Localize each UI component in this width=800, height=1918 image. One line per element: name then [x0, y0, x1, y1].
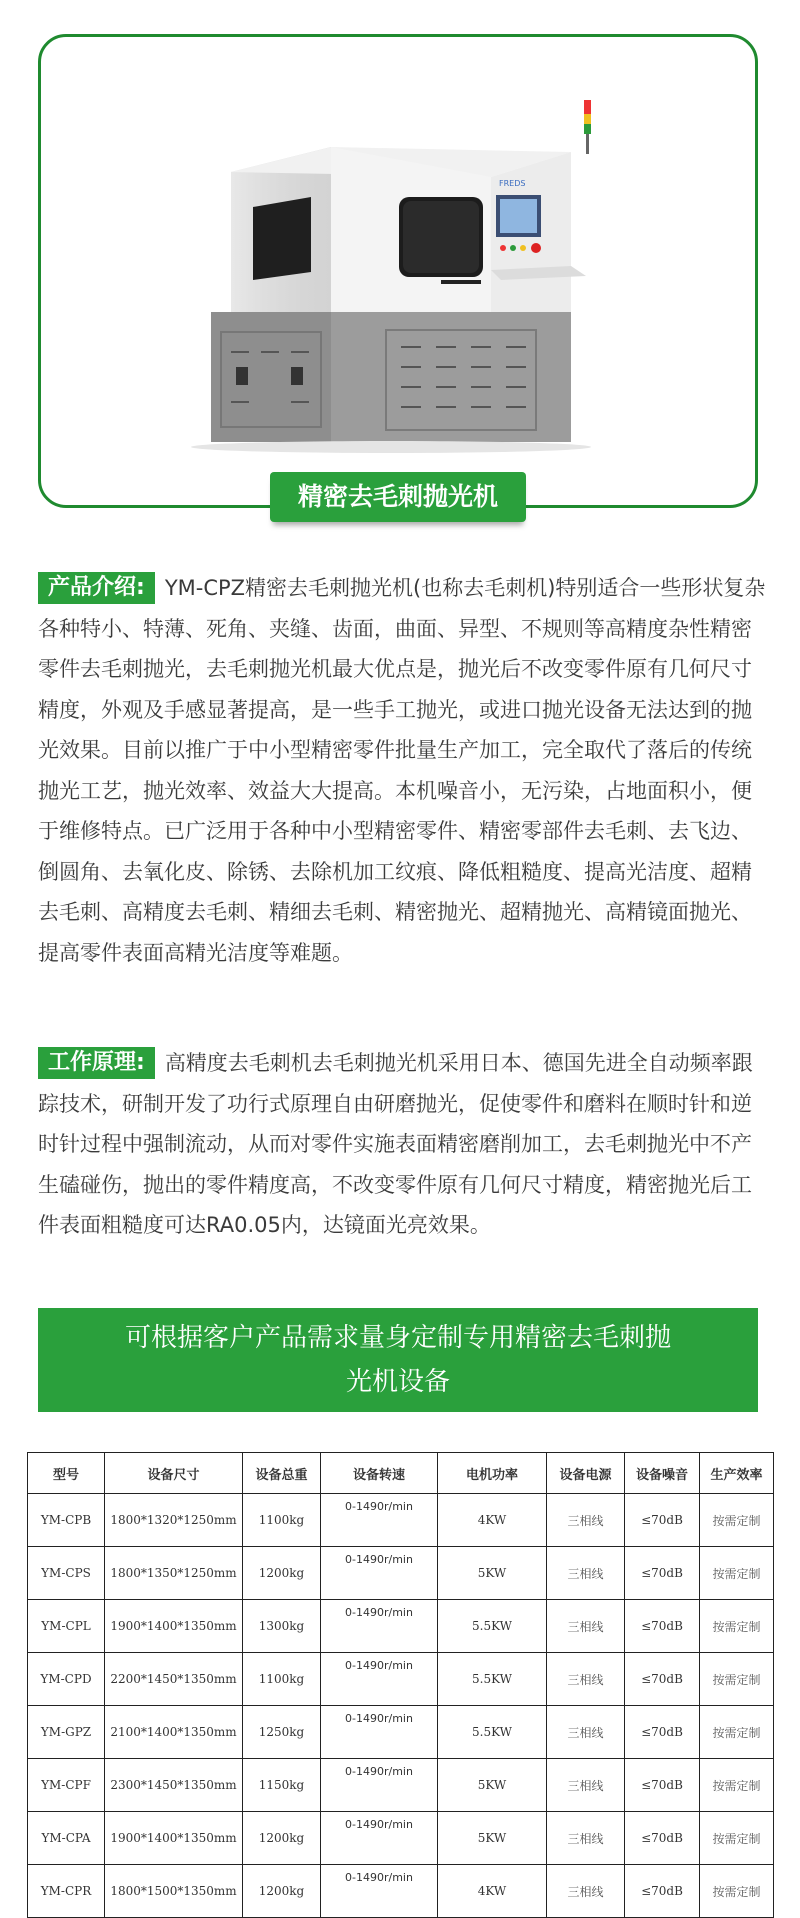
cell-weight: 1200kg — [243, 1547, 321, 1600]
table-row — [28, 1759, 774, 1812]
header-size: 设备尺寸 — [105, 1453, 243, 1494]
cell-weight: 1250kg — [243, 1706, 321, 1759]
intro-text: YM-CPZ精密去毛刺抛光机(也称去毛刺机)特别适合一些形状复杂各种特小、特薄、死角、夹缝、齿面，曲面、异型、不规则等高精度杂性精密零件去毛刺抛光，去毛刺抛光机最大优点是，抛光后不改变零件原有几何尺寸精度，外观及手感显著提高，是一些手工抛光，或进口抛光设备无法达到的抛光效果。目前以推广于中小型精密零件批量生产加工，完全取代了落后的传统抛光工艺，抛光效率、效益大大提高。本机噪音小，无污染，占地面积小，便于维修特点。已广泛用于各种中小型精密零件、精密零部件去毛刺、去飞边、倒圆角、去氧化皮、除锈、去除机加工纹痕、降低粗糙度、提高光洁度、超精去毛刺、高精度去毛刺、精细去毛刺、精密抛光、超精抛光、高精镜面抛光、提高零件表面高精光洁度等难题。 — [38, 576, 766, 965]
cell-weight: 1300kg — [243, 1600, 321, 1653]
header-weight: 设备总重 — [243, 1453, 321, 1494]
cell-noise: ≤70dB — [625, 1547, 700, 1600]
cell-efficiency: 按需定制 — [700, 1600, 774, 1653]
cell-efficiency: 按需定制 — [700, 1759, 774, 1812]
cell-supply: 三相线 — [547, 1653, 625, 1706]
cell-size: 1800*1320*1250mm — [105, 1494, 243, 1547]
cell-efficiency: 按需定制 — [700, 1865, 774, 1918]
cell-power: 5KW — [438, 1759, 547, 1812]
cell-weight: 1100kg — [243, 1494, 321, 1547]
cell-noise: ≤70dB — [625, 1494, 700, 1547]
brand-logo-text: FREDS — [499, 179, 526, 188]
cell-weight: 1100kg — [243, 1653, 321, 1706]
header-supply: 设备电源 — [547, 1453, 625, 1494]
cell-noise: ≤70dB — [625, 1600, 700, 1653]
cell-speed: 0-1490r/min — [321, 1547, 438, 1600]
cell-power: 4KW — [438, 1865, 547, 1918]
cell-speed: 0-1490r/min — [321, 1706, 438, 1759]
cell-size: 1800*1350*1250mm — [105, 1547, 243, 1600]
cell-model: YM-CPS — [28, 1547, 105, 1600]
cell-power: 4KW — [438, 1494, 547, 1547]
principle-text: 高精度去毛刺机去毛刺抛光机采用日本、德国先进全自动频率跟踪技术，研制开发了功行式原理自由研磨抛光，促使零件和磨料在顺时针和逆时针过程中强制流动，从而对零件实施表面精密磨削加工，去毛刺抛光中不产生磕碰伤，抛出的零件精度高，不改变零件原有几何尺寸精度，精密抛光后工件表面粗糙度可达RA0.05内，达镜面光亮效果。 — [38, 1051, 753, 1237]
cell-size: 1800*1500*1350mm — [105, 1865, 243, 1918]
table-row — [28, 1706, 774, 1759]
cell-power: 5KW — [438, 1812, 547, 1865]
cell-speed: 0-1490r/min — [321, 1600, 438, 1653]
cell-size: 1900*1400*1350mm — [105, 1812, 243, 1865]
cell-speed: 0-1490r/min — [321, 1759, 438, 1812]
header-power: 电机功率 — [438, 1453, 547, 1494]
table-row — [28, 1865, 774, 1918]
header-efficiency: 生产效率 — [700, 1453, 774, 1494]
product-hero-card — [38, 34, 758, 508]
cell-supply: 三相线 — [547, 1865, 625, 1918]
polishing-machine-image — [191, 62, 661, 482]
cell-weight: 1200kg — [243, 1812, 321, 1865]
cell-model: YM-CPA — [28, 1812, 105, 1865]
cell-size: 2100*1400*1350mm — [105, 1706, 243, 1759]
cell-size: 2200*1450*1350mm — [105, 1653, 243, 1706]
table-row — [28, 1600, 774, 1653]
spec-header-row — [28, 1453, 774, 1494]
working-principle-section — [38, 1043, 768, 1246]
cell-power: 5.5KW — [438, 1600, 547, 1653]
cell-model: YM-GPZ — [28, 1706, 105, 1759]
cell-model: YM-CPF — [28, 1759, 105, 1812]
cell-speed: 0-1490r/min — [321, 1494, 438, 1547]
cell-model: YM-CPL — [28, 1600, 105, 1653]
customization-banner — [38, 1308, 758, 1412]
cell-supply: 三相线 — [547, 1600, 625, 1653]
cell-efficiency: 按需定制 — [700, 1547, 774, 1600]
intro-tag: 产品介绍: — [38, 572, 155, 604]
cell-supply: 三相线 — [547, 1759, 625, 1812]
cell-supply: 三相线 — [547, 1812, 625, 1865]
table-row — [28, 1812, 774, 1865]
principle-tag: 工作原理: — [38, 1047, 155, 1079]
cell-efficiency: 按需定制 — [700, 1653, 774, 1706]
cell-supply: 三相线 — [547, 1706, 625, 1759]
header-speed: 设备转速 — [321, 1453, 438, 1494]
cell-efficiency: 按需定制 — [700, 1812, 774, 1865]
cell-speed: 0-1490r/min — [321, 1812, 438, 1865]
hero-caption: 精密去毛刺抛光机 — [270, 472, 526, 522]
cell-noise: ≤70dB — [625, 1812, 700, 1865]
table-row — [28, 1547, 774, 1600]
cell-efficiency: 按需定制 — [700, 1494, 774, 1547]
table-row — [28, 1653, 774, 1706]
header-model: 型号 — [28, 1453, 105, 1494]
cell-power: 5KW — [438, 1547, 547, 1600]
cell-model: YM-CPR — [28, 1865, 105, 1918]
cell-noise: ≤70dB — [625, 1653, 700, 1706]
cell-model: YM-CPD — [28, 1653, 105, 1706]
cell-size: 1900*1400*1350mm — [105, 1600, 243, 1653]
cell-noise: ≤70dB — [625, 1706, 700, 1759]
table-row — [28, 1494, 774, 1547]
banner-line-1: 可根据客户产品需求量身定制专用精密去毛刺抛 — [124, 1323, 671, 1353]
header-noise: 设备噪音 — [625, 1453, 700, 1494]
cell-size: 2300*1450*1350mm — [105, 1759, 243, 1812]
cell-weight: 1150kg — [243, 1759, 321, 1812]
product-intro-section — [38, 568, 768, 973]
cell-supply: 三相线 — [547, 1494, 625, 1547]
cell-noise: ≤70dB — [625, 1759, 700, 1812]
cell-power: 5.5KW — [438, 1653, 547, 1706]
cell-efficiency: 按需定制 — [700, 1706, 774, 1759]
cell-speed: 0-1490r/min — [321, 1653, 438, 1706]
cell-weight: 1200kg — [243, 1865, 321, 1918]
spec-table — [27, 1452, 774, 1918]
cell-power: 5.5KW — [438, 1706, 547, 1759]
cell-model: YM-CPB — [28, 1494, 105, 1547]
cell-noise: ≤70dB — [625, 1865, 700, 1918]
banner-line-2: 光机设备 — [345, 1367, 450, 1397]
cell-supply: 三相线 — [547, 1547, 625, 1600]
cell-speed: 0-1490r/min — [321, 1865, 438, 1918]
